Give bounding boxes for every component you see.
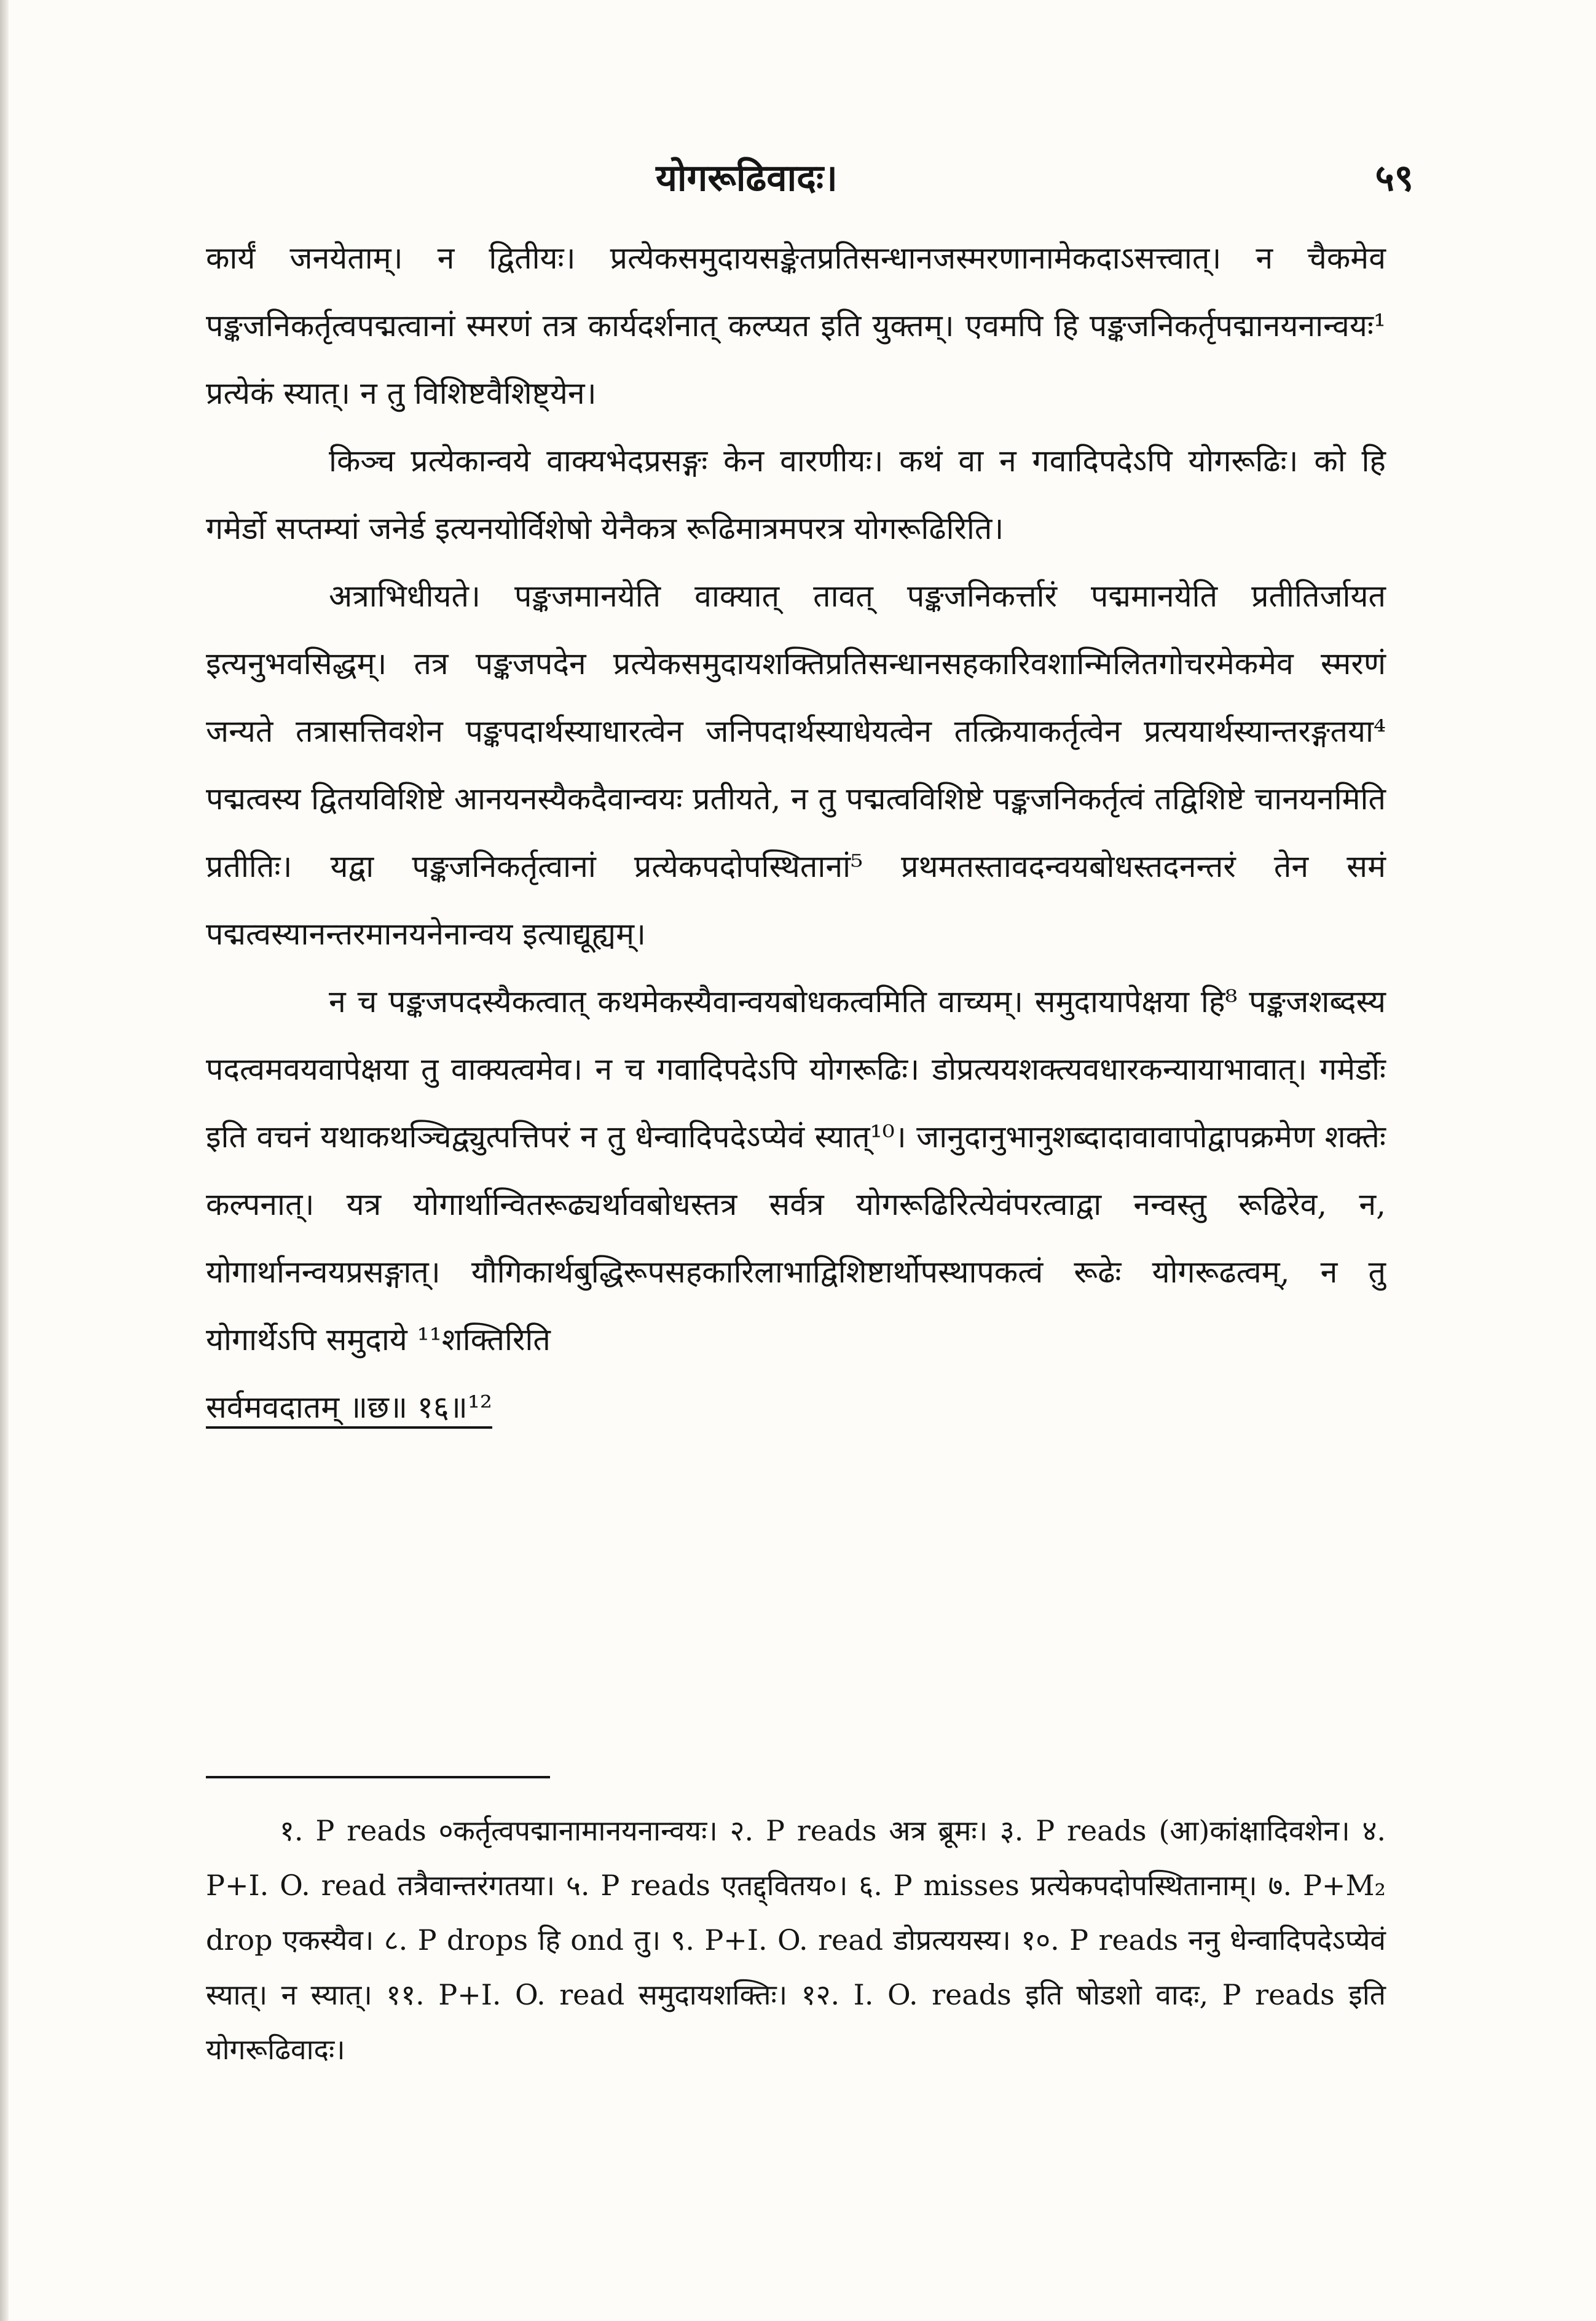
paragraph-2: किञ्च प्रत्येकान्वये वाक्यभेदप्रसङ्गः केन वारणीयः। कथं वा न गवादिपदेऽपि योगरूढिः। को हि गमेर्डो सप्तम्यां जनेर्ड इत्यनयोर्विशेषो येनैकत्र रूढिमात्रमपरत्र योगरूढिरिति। [206,443,1386,546]
footnote-text: १. P reads ०कर्तृत्वपद्मानामानयनान्वयः। २. P reads अत्र ब्रूमः। ३. P reads (आ)कांक्षादिवशेन। ४. P+I. O. read तत्रैवान्तरंगतया। ५. P reads एतद्द्वितय०। ६. P misses प्रत्येकपदोपस्थितानाम्। ७. P+M₂ drop एकस्यैव। ८. P drops हि ond तु। ९. P+I. O. read डोप्रत्ययस्य। १०. P reads ननु धेन्वादिपदेऽप्येवं स्यात्। न स्यात्। ११. P+I. O. read समुदायशक्तिः। १२. I. O. reads इति षोडशो वादः, P reads इति योगरूढिवादः। [206,1814,1386,2066]
closing-paragraph [206,1373,1386,1441]
main-text [206,224,1386,1441]
closing-line: सर्वमवदातम् ॥छ॥ १६॥¹² [206,1389,492,1429]
running-head [184,151,1413,206]
page-number: ५९ [1375,157,1413,200]
paragraph-4: न च पङ्कजपदस्यैकत्वात् कथमेकस्यैवान्वयबोधकत्वमिति वाच्यम्। समुदायापेक्षया हि⁸ पङ्कजशब्दस्य पदत्वमवयवापेक्षया तु वाक्यत्वमेव। न च गवादिपदेऽपि योगरूढिः। डोप्रत्ययशक्त्यवधारकन्यायाभावात्। गमेर्डोः इति वचनं यथाकथञ्चिद्व्युत्पत्तिपरं न तु धेन्वादिपदेऽप्येवं स्यात्¹⁰। जानुदानुभानुशब्दादावावापोद्वापक्रमेण शक्तेः कल्पनात्। यत्र योगार्थान्वितरूढ्यर्थावबोधस्तत्र सर्वत्र योगरूढिरित्येवंपरत्वाद्वा नन्वस्तु रूढिरेव, न, योगार्थानन्वयप्रसङ्गात्। यौगिकार्थबुद्धिरूपसहकारिलाभाद्विशिष्टार्थोपस्थापकत्वं रूढेः योगरूढत्वम्, न तु योगार्थेऽपि समुदाये ¹¹शक्तिरिति [206,984,1386,1357]
paragraph-3: अत्राभिधीयते। पङ्कजमानयेति वाक्यात् तावत् पङ्कजनिकर्त्तारं पद्ममानयेति प्रतीतिर्जायत इत्यनुभवसिद्धम्। तत्र पङ्कजपदेन प्रत्येकसमुदायशक्तिप्रतिसन्धानसहकारिवशान्मिलितगोचरमेकमेव स्मरणं जन्यते तत्रासत्तिवशेन पङ्कपदार्थस्याधारत्वेन जनिपदार्थस्याधेयत्वेन तत्क्रियाकर्तृत्वेन प्रत्ययार्थस्यान्तरङ्गतया⁴ पद्मत्वस्य द्वितयविशिष्टे आनयनस्यैकदैवान्वयः प्रतीयते, न तु पद्मत्वविशिष्टे पङ्कजनिकर्तृत्वं तद्विशिष्टे चानयनमिति प्रतीतिः। यद्वा पङ्कजनिकर्तृत्वानां प्रत्येकपदोपस्थितानां⁵ प्रथमतस्तावदन्वयबोधस्तदनन्तरं तेन समं पद्मत्वस्यानन्तरमानयनेनान्वय इत्याद्यूह्यम्। [206,578,1386,952]
page-edge-shadow [0,0,9,2321]
chapter-title: योगरूढिवादः। [656,157,838,200]
footnotes [206,1804,1386,2077]
paragraph-1: कार्यं जनयेताम्। न द्वितीयः। प्रत्येकसमुदायसङ्केतप्रतिसन्धानजस्मरणानामेकदाऽसत्त्वात्। न चैकमेव पङ्कजनिकर्तृत्वपद्मत्वानां स्मरणं तत्र कार्यदर्शनात् कल्प्यत इति युक्तम्। एवमपि हि पङ्कजनिकर्तृपद्मानयनान्वयः¹ प्रत्येकं स्यात्। न तु विशिष्टवैशिष्ट्येन। [206,240,1386,411]
footnote-rule [206,1776,550,1778]
